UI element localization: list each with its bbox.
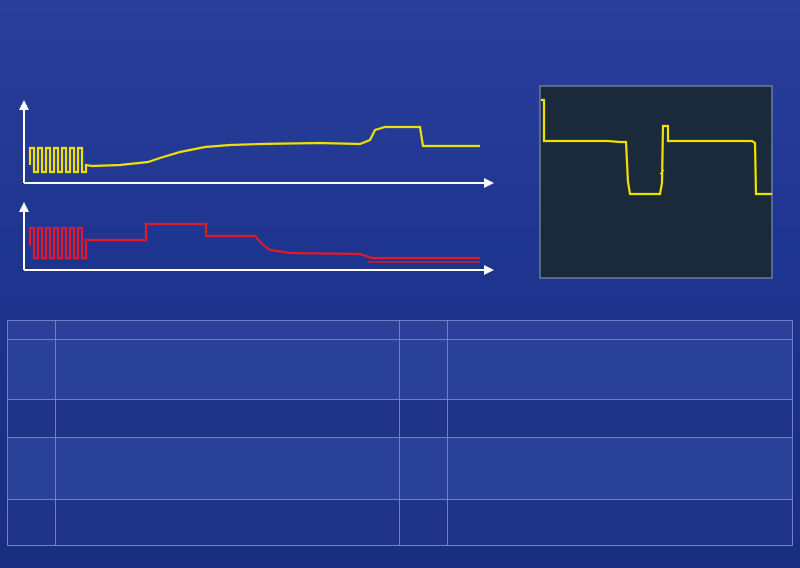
stage-description	[55, 438, 400, 500]
stage-description	[55, 340, 400, 400]
stage-number	[400, 400, 448, 438]
stage-number	[8, 500, 56, 546]
stage-description	[448, 438, 793, 500]
table-row	[8, 500, 793, 546]
stage-description	[448, 500, 793, 546]
header-stage-right	[400, 321, 448, 340]
stage-description	[448, 400, 793, 438]
table-row	[8, 438, 793, 500]
stages-table	[7, 320, 793, 546]
scope-screen	[540, 86, 772, 278]
header-stage-left	[8, 321, 56, 340]
table-row	[8, 340, 793, 400]
voltage-trace	[30, 127, 480, 172]
stage-description	[55, 500, 400, 546]
stage-description	[448, 340, 793, 400]
table-header-row	[8, 321, 793, 340]
stage-number	[8, 438, 56, 500]
table-row	[8, 400, 793, 438]
stage-number	[8, 340, 56, 400]
stage-number	[400, 500, 448, 546]
stage-number	[8, 400, 56, 438]
header-desc-right	[448, 321, 793, 340]
header-desc-left	[55, 321, 400, 340]
stage-description	[55, 400, 400, 438]
current-trace	[30, 224, 480, 258]
stage-number	[400, 438, 448, 500]
stage-number	[400, 340, 448, 400]
